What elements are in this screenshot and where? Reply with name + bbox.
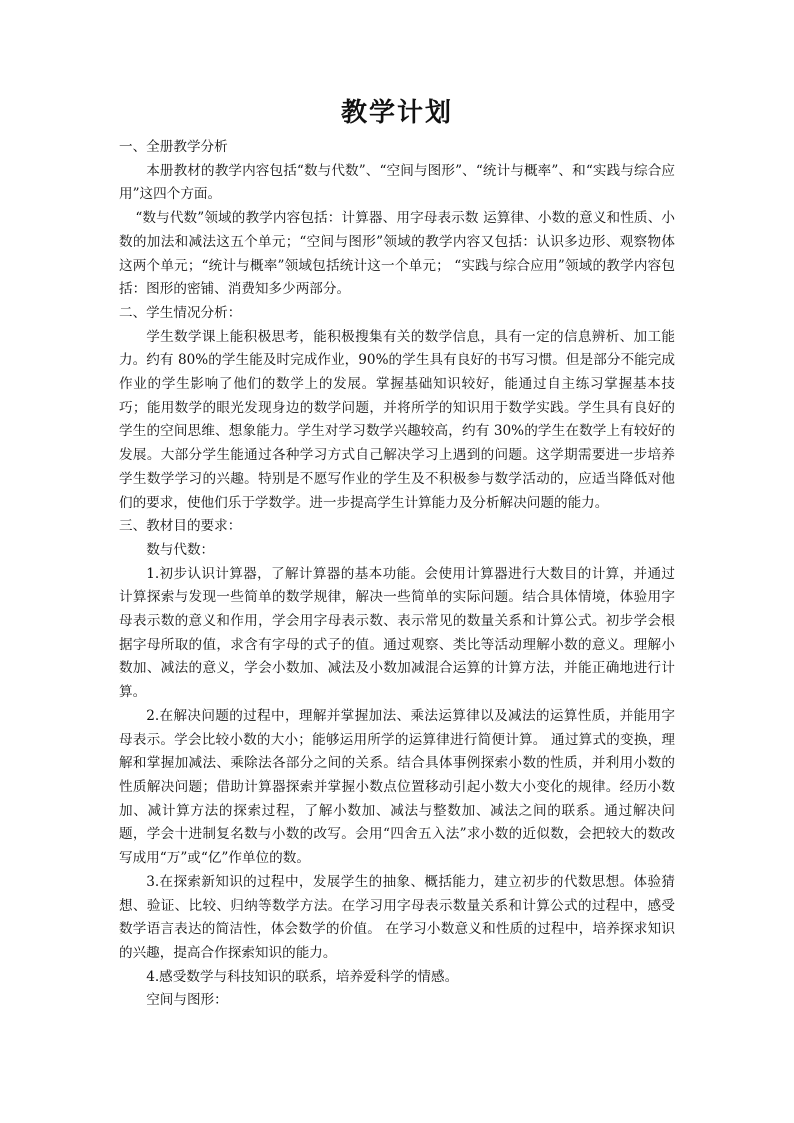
paragraph: 本册教材的教学内容包括“数与代数”、“空间与图形”、“统计与概率”、和“实践与综合应用”这四个方面。	[119, 162, 675, 203]
section-heading-3: 三、教材目的要求：	[119, 518, 242, 535]
subheading-space-figure: 空间与图形：	[146, 992, 228, 1009]
section-heading-1: 一、全册教学分析	[119, 139, 228, 155]
subheading-number-algebra: 数与代数：	[146, 541, 215, 558]
section-heading-2: 二、学生情况分析：	[119, 304, 242, 321]
list-item: 3.在探索新知识的过程中，发展学生的抽象、概括能力，建立初步的代数思想。体验猜想、验证、比较、归纳等数学方法。在学习用字母表示数量关系和计算公式的过程中，感受数学语言表达的简洁性，体会数学的价值。 在学习小数意义和性质的过程中，培养探求知识的兴趣，提高合作探索知识的能力。	[119, 873, 675, 961]
list-item: 4.感受数学与科技知识的联系，培养爱科学的情感。	[146, 968, 459, 985]
document-page	[119, 96, 675, 1013]
list-item: 2.在解决问题的过程中，理解并掌握加法、乘法运算律以及减法的运算性质，并能用字母表示。学会比较小数的大小；能够运用所学的运算律进行简便计算。 通过算式的变换，理解和掌握加减法、乘除法各部分之间的关系。结合具体事例探索小数的性质，并利用小数的性质解决问题；借助计算器探索并掌握小数点位置移动引起小数大小变化的规律。经历小数加、减计算方法的探索过程，了解小数加、减法与整数加、减法之间的联系。通过解决问题，学会十进制复名数与小数的改写。会用“四舍五入法”求小数的近似数，会把较大的数改写成用“万”或“亿”作单位的数。	[119, 707, 675, 867]
list-item: 1.初步认识计算器，了解计算器的基本功能。会使用计算器进行大数目的计算，并通过计算探索与发现一些简单的数学规律，解决一些简单的实际问题。结合具体情境，体验用字母表示数的意义和作用，学会用字母表示数、表示常见的数量关系和计算公式。初步学会根据字母所取的值，求含有字母的式子的值。通过观察、类比等活动理解小数的意义。理解小数加、减法的意义，学会小数加、减法及小数加减混合运算的计算方法，并能正确地进行计算。	[119, 565, 675, 701]
paragraph: “数与代数”领域的教学内容包括：计算器、用字母表示数 运算律、小数的意义和性质、小数的加法和减法这五个单元；“空间与图形”领域的教学内容又包括：认识多边形、观察物体这两个单元；“统计与概率”领域包括统计这一个单元； “实践与综合应用”领域的教学内容包括：图形的密铺、消费知多少两部分。	[119, 210, 675, 298]
page-title: 教学计划	[340, 98, 453, 128]
paragraph: 学生数学课上能积极思考，能积极搜集有关的数学信息，具有一定的信息辨析、加工能力。约有 80%的学生能及时完成作业，90%的学生具有良好的书写习惯。但是部分不能完成作业的学生影响了他们的数学上的发展。掌握基础知识较好，能通过自主练习掌握基本技巧；能用数学的眼光发现身边的数学问题，并将所学的知识用于数学实践。学生具有良好的学生的空间思维、想象能力。学生对学习数学兴趣较高，约有 30%的学生在数学上有较好的发展。大部分学生能通过各种学习方式自己解决学习上遇到的问题。这学期需要进一步培养学生数学学习的兴趣。特别是不愿写作业的学生及不积极参与数学活动的，应适当降低对他们的要求，使他们乐于学数学。进一步提高学生计算能力及分析解决问题的能力。	[119, 328, 675, 511]
